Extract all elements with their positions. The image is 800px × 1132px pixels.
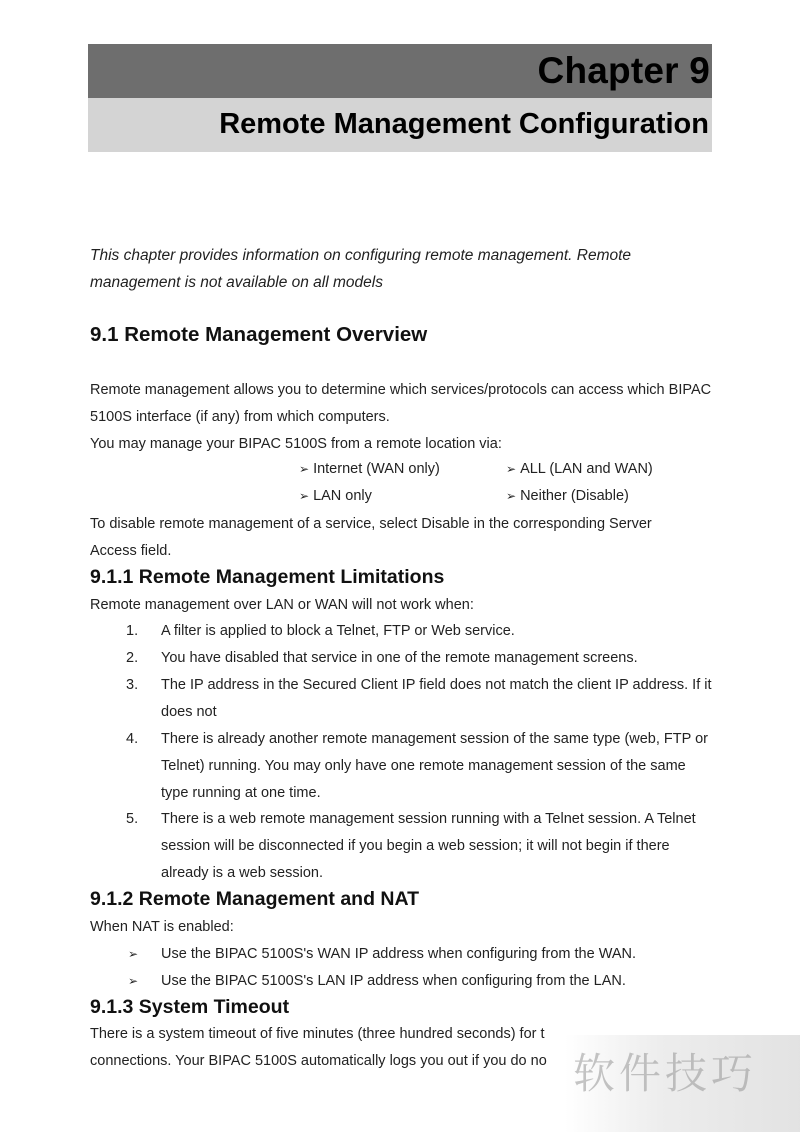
list-number: 5.	[126, 811, 139, 827]
nat-lead: When NAT is enabled:	[90, 919, 234, 935]
chapter-banner	[88, 44, 712, 98]
list-item: There is a web remote management session running with a Telnet session. A Telnet session will be disconnected if you begin a web session; it will not begin if there already is a web session.	[161, 811, 696, 881]
option-item: ➢ LAN only	[299, 488, 372, 504]
section-heading-9-1-2: 9.1.2 Remote Management and NAT	[90, 888, 420, 910]
arrow-bullet-icon: ➢	[299, 462, 310, 476]
overview-paragraph: Remote management allows you to determine which services/protocols can access which BIPAC 5100S interface (if any) from which computers.	[90, 382, 712, 425]
list-item: Use the BIPAC 5100S's WAN IP address when configuring from the WAN.	[161, 946, 637, 962]
section-heading-9-1-3: 9.1.3 System Timeout	[90, 996, 290, 1018]
title-banner	[88, 98, 712, 152]
list-item: You have disabled that service in one of the remote management screens.	[161, 650, 638, 666]
list-item: There is already another remote management session of the same type (web, FTP or Telnet) running. You may only have one remote management session of the same type running at one time.	[161, 731, 708, 801]
option-item: ➢ ALL (LAN and WAN)	[506, 461, 653, 477]
arrow-bullet-icon: ➢	[299, 489, 310, 503]
chapter-title: Remote Management Configuration	[219, 108, 709, 140]
list-number: 1.	[126, 623, 139, 639]
intro-paragraph: This chapter provides information on configuring remote management. Remote management is not available on all models	[90, 247, 632, 291]
timeout-line-1: There is a system timeout of five minutes (three hundred seconds) for t	[90, 1026, 545, 1042]
timeout-line-2: connections. Your BIPAC 5100S automatically logs you out if you do no	[90, 1053, 547, 1069]
watermark-text: 软件技巧	[573, 1049, 758, 1098]
watermark	[565, 1035, 800, 1132]
arrow-bullet-icon: ➢	[506, 489, 517, 503]
option-item: ➢ Neither (Disable)	[506, 488, 629, 504]
list-number: 3.	[126, 677, 139, 693]
chapter-number: Chapter 9	[537, 50, 710, 91]
list-item: The IP address in the Secured Client IP field does not match the client IP address. If it does not	[161, 677, 712, 720]
arrow-bullet-icon: ➢	[128, 974, 139, 988]
section-heading-9-1-1: 9.1.1 Remote Management Limitations	[90, 566, 445, 588]
list-item: Use the BIPAC 5100S's LAN IP address when configuring from the LAN.	[161, 973, 626, 989]
limitations-lead: Remote management over LAN or WAN will not work when:	[90, 597, 474, 613]
option-item: ➢ Internet (WAN only)	[299, 461, 440, 477]
list-item: A filter is applied to block a Telnet, FTP or Web service.	[161, 623, 515, 639]
list-number: 2.	[126, 650, 139, 666]
list-number: 4.	[126, 731, 139, 747]
disable-paragraph: To disable remote management of a service, select Disable in the corresponding Server Access field.	[90, 516, 652, 559]
arrow-bullet-icon: ➢	[506, 462, 517, 476]
section-heading-9-1: 9.1 Remote Management Overview	[90, 323, 428, 346]
overview-via-paragraph: You may manage your BIPAC 5100S from a remote location via:	[90, 436, 502, 452]
arrow-bullet-icon: ➢	[128, 947, 139, 961]
